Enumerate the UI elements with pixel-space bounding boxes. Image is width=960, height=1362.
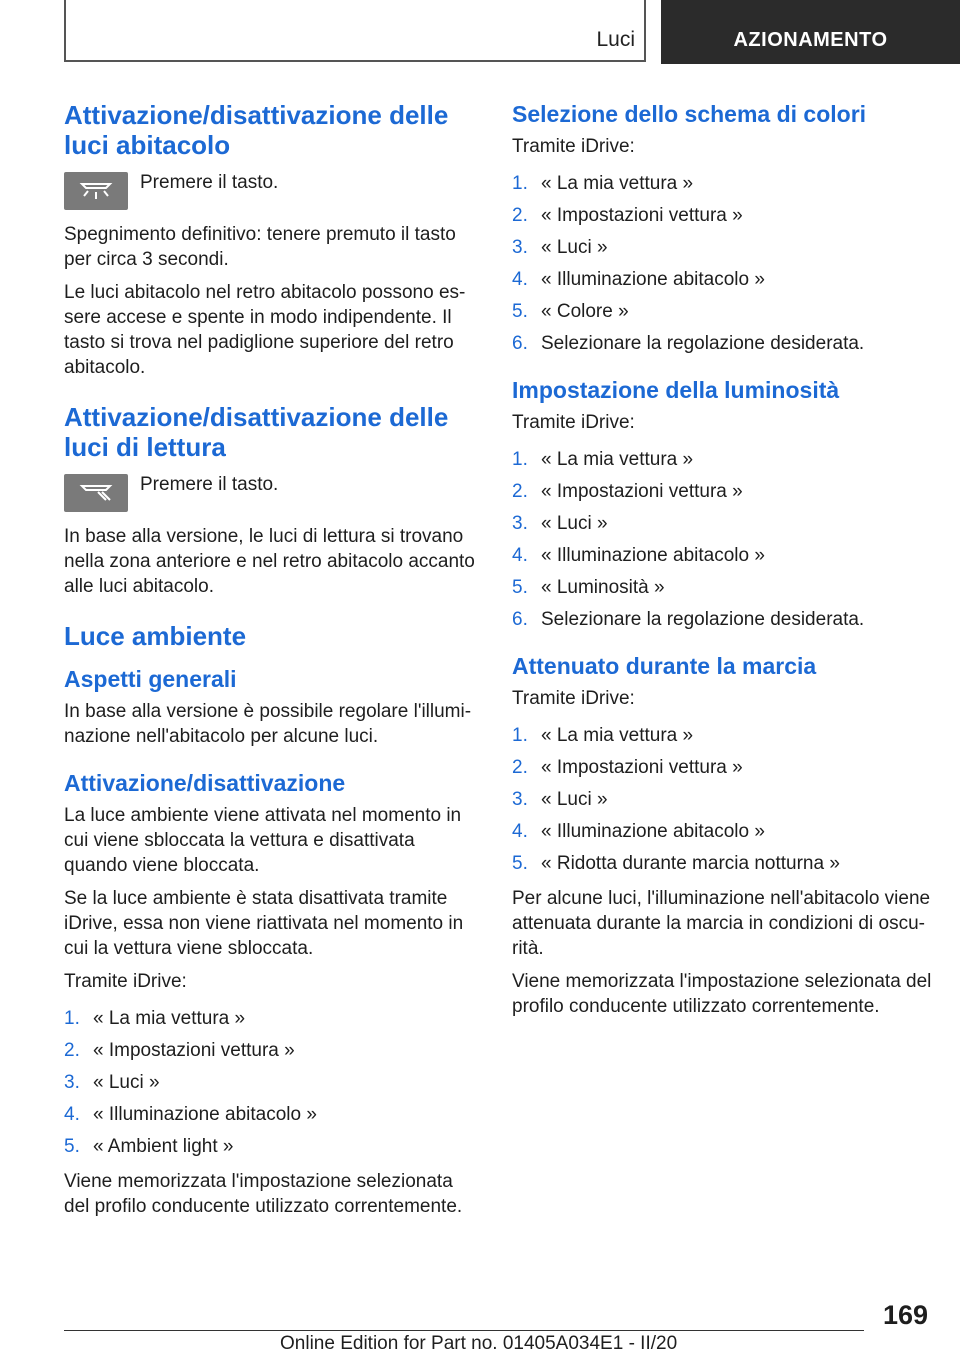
list-item: 5. « Ridotta durante marcia notturna »	[512, 853, 840, 874]
footer-divider	[64, 1330, 864, 1331]
cabin-button-row	[64, 170, 476, 210]
cabin-light-button-icon	[64, 172, 128, 210]
header-section-title: Luci	[596, 28, 635, 51]
onoff-steps-list	[64, 1006, 476, 1159]
list-item: 5. « Luminosità »	[512, 577, 665, 598]
heading-cabin-lights: Attivazione/disattivazione delle luci abitacolo	[64, 100, 449, 160]
onoff-paragraph-1: La luce ambiente viene attivata nel momento in cui viene sbloccata la vettura e disattivata quando viene bloccata.	[64, 805, 462, 876]
left-column	[64, 100, 476, 1227]
onoff-paragraph-2: Se la luce ambiente è stata disattivata tramite iDrive, essa non viene riattivata nel momento in cui la vettura viene sbloccata.	[64, 888, 464, 959]
list-item: 1. « La mia vettura »	[512, 173, 694, 194]
list-item: 4. « Illuminazione abitacolo »	[64, 1104, 317, 1125]
bright-via-idrive: Tramite iDrive:	[512, 412, 635, 433]
heading-dimmed-while-driving: Attenuato durante la marcia	[512, 653, 817, 679]
right-column	[512, 100, 932, 1027]
list-item: 5. « Ambient light »	[64, 1136, 234, 1157]
list-item: 6. Selezionare la regolazione desiderata.	[512, 609, 865, 630]
list-item: 5. « Colore »	[512, 301, 629, 322]
heading-brightness: Impostazione della luminosità	[512, 377, 840, 403]
list-item: 4. « Illuminazione abitacolo »	[512, 821, 765, 842]
cabin-paragraph-1: Spegnimento definitivo: tenere premuto il tasto per circa 3 secondi.	[64, 224, 456, 270]
onoff-end-paragraph: Viene memorizzata l'impostazione selezionata del profilo conducente utilizzato correntemente.	[64, 1171, 463, 1217]
heading-reading-lights: Attivazione/disattivazione delle luci di lettura	[64, 402, 449, 462]
heading-ambient-light: Luce ambiente	[64, 621, 247, 651]
list-item: 1. « La mia vettura »	[512, 725, 694, 746]
general-paragraph: In base alla versione è possibile regolare l'illuminazione nell'abitacolo per alcune luci.	[64, 701, 472, 747]
dim-steps-list	[512, 723, 932, 876]
list-item: 3. « Luci »	[512, 513, 608, 534]
list-item: 6. Selezionare la regolazione desiderata.	[512, 333, 865, 354]
color-via-idrive: Tramite iDrive:	[512, 136, 635, 157]
reading-press-text: Premere il tasto.	[140, 474, 279, 495]
heading-on-off: Attivazione/disattivazione	[64, 770, 346, 796]
list-item: 2. « Impostazioni vettura »	[64, 1040, 295, 1061]
dim-paragraph-1: Per alcune luci, l'illuminazione nell'abitacolo viene attenuata durante la marcia in condizioni di oscurità.	[512, 888, 931, 959]
list-item: 1. « La mia vettura »	[512, 449, 694, 470]
onoff-via-idrive: Tramite iDrive:	[64, 971, 187, 992]
header-frame	[64, 0, 646, 62]
reading-light-button-icon	[64, 474, 128, 512]
list-item: 2. « Impostazioni vettura »	[512, 757, 743, 778]
footer-edition: Online Edition for Part no. 01405A034E1 - II/20	[280, 1333, 678, 1354]
list-item: 4. « Illuminazione abitacolo »	[512, 269, 765, 290]
cabin-paragraph-2: Le luci abitacolo nel retro abitacolo possono essere accese e spente in modo indipendente. Il tasto si trova nel padiglione superiore del retro abitacolo.	[64, 282, 466, 378]
reading-paragraph-1: In base alla versione, le luci di lettura si trovano nella zona anteriore e nel retro abitacolo accanto alle luci abitacolo.	[64, 526, 475, 597]
dim-paragraph-2: Viene memorizzata l'impostazione selezionata del profilo conducente utilizzato correntemente.	[512, 971, 932, 1017]
color-steps-list	[512, 171, 932, 356]
header-chapter-label: AZIONAMENTO	[733, 28, 888, 51]
heading-general: Aspetti generali	[64, 666, 237, 692]
list-item: 3. « Luci »	[512, 237, 608, 258]
list-item: 3. « Luci »	[512, 789, 608, 810]
dim-via-idrive: Tramite iDrive:	[512, 688, 635, 709]
list-item: 2. « Impostazioni vettura »	[512, 481, 743, 502]
list-item: 4. « Illuminazione abitacolo »	[512, 545, 765, 566]
reading-button-row	[64, 472, 476, 512]
page-number: 169	[882, 1300, 928, 1330]
heading-color-scheme: Selezione dello schema di colori	[512, 101, 867, 127]
list-item: 2. « Impostazioni vettura »	[512, 205, 743, 226]
list-item: 3. « Luci »	[64, 1072, 160, 1093]
cabin-press-text: Premere il tasto.	[140, 172, 279, 193]
list-item: 1. « La mia vettura »	[64, 1008, 246, 1029]
bright-steps-list	[512, 447, 932, 632]
header-chapter-tab	[661, 0, 960, 64]
